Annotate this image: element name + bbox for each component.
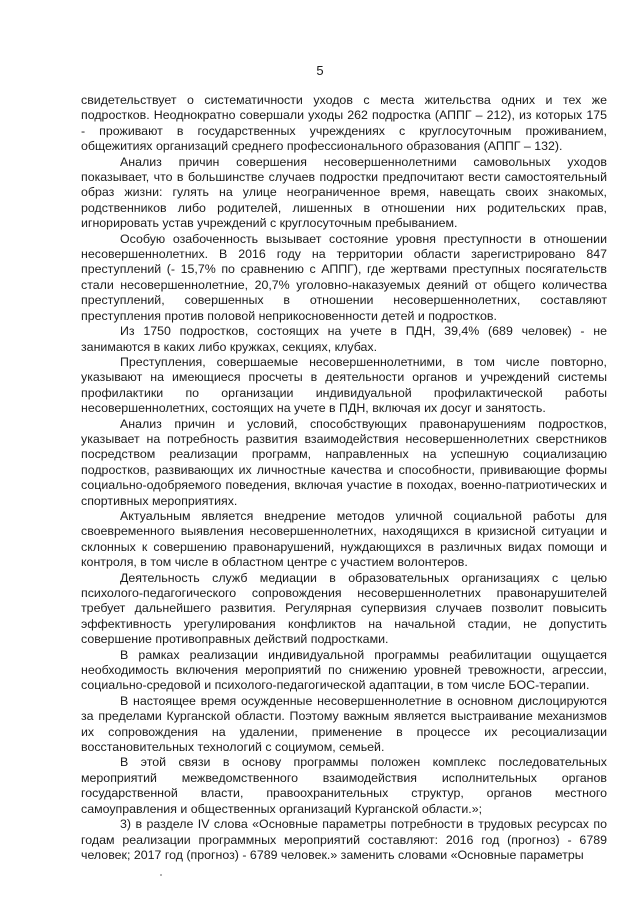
paragraph-1: свидетельствует о систематичности уходов с места жительства одних и тех же подростков. Неоднократно совершали уходы 262 подростка (АППГ – 212), из которых 175 - проживают в государственных учреждениях с круглосуточным проживанием, общежитиях организаций среднего профессионального образования (АППГ – 132). [81, 93, 607, 154]
paragraph-9: В рамках реализации индивидуальной программы реабилитации ощущается необходимость включения мероприятий по снижению уровней тревожности, агрессии, социально-средовой и психолого-педагогической адаптации, в том числе БОС-терапии. [81, 647, 607, 693]
page-number: 5 [316, 63, 324, 78]
paragraph-3: Особую озабоченность вызывает состояние уровня преступности в отношении несовершеннолетних. В 2016 году на территории области зарегистрировано 847 преступлений (- 15,7% по сравнению с АППГ), где жертвами преступных посягательств стали несовершеннолетние, 20,7% уголовно-наказуемых деяний от общего количества преступлений, совершенных в отношении несовершеннолетних, составляют преступления против половой неприкосновенности детей и подростков. [81, 231, 607, 323]
paragraph-10: В настоящее время осужденные несовершеннолетние в основном дислоцируются за пределами Курганской области. Поэтому важным является выстраивание механизмов их сопровождения на удалении, применение в процессе их ресоциализации восстановительных технологий с социумом, семьей. [81, 693, 607, 755]
document-body [81, 93, 607, 863]
paragraph-8: Деятельность служб медиации в образовательных организациях с целью психолого-педагогического сопровождения несовершеннолетних правонарушителей требует дальнейшего развития. Регулярная супервизия случаев позволит повысить эффективность урегулирования конфликтов на начальной стадии, не допустить совершение противоправных действий подростками. [81, 570, 607, 647]
paragraph-2: Анализ причин совершения несовершеннолетними самовольных уходов показывает, что в большинстве случаев подростки предпочитают вести самостоятельный образ жизни: гулять на улице неограниченное время, навещать своих знакомых, родственников либо родителей, лишенных в отношении них родительских прав, игнорировать устав учреждений с круглосуточным пребыванием. [81, 154, 607, 231]
paragraph-4: Из 1750 подростков, состоящих на учете в ПДН, 39,4% (689 человек) - не занимаются в каких либо кружках, секциях, клубах. [81, 324, 607, 354]
paragraph-12: 3) в разделе IV слова «Основные параметры потребности в трудовых ресурсах по годам реализации программных мероприятий составляют: 2016 год (прогноз) - 6789 человек; 2017 год (прогноз) - 6789 человек.» заменить словами «Основные параметры [81, 817, 607, 862]
paragraph-11: В этой связи в основу программы положен комплекс последовательных мероприятий межведомственного взаимодействия исполнительных органов государственной власти, правоохранительных структур, органов местного самоуправления и общественных организаций Курганской области.»; [81, 755, 607, 816]
paragraph-7: Актуальным является внедрение методов уличной социальной работы для своевременного выявления несовершеннолетних, находящихся в кризисной ситуации и склонных к совершению правонарушений, нуждающихся в различных видах помощи и контроля, в том числе в областном центре с участием волонтеров. [81, 508, 607, 570]
paragraph-6: Анализ причин и условий, способствующих правонарушениям подростков, указывает на потребность развития взаимодействия несовершеннолетних сверстников посредством реализации программ, направленных на успешную социализацию подростков, развивающих их личностные качества и способности, прививающие формы социально-одобряемого поведения, включая участие в походах, военно-патриотических и спортивных мероприятиях. [81, 416, 607, 508]
paragraph-5: Преступления, совершаемые несовершеннолетними, в том числе повторно, указывают на имеющиеся просчеты в деятельности органов и учреждений системы профилактики по организации индивидуальной профилактической работы несовершеннолетних, состоящих на учете в ПДН, включая их досуг и занятость. [81, 354, 607, 416]
scan-speck [160, 874, 162, 876]
